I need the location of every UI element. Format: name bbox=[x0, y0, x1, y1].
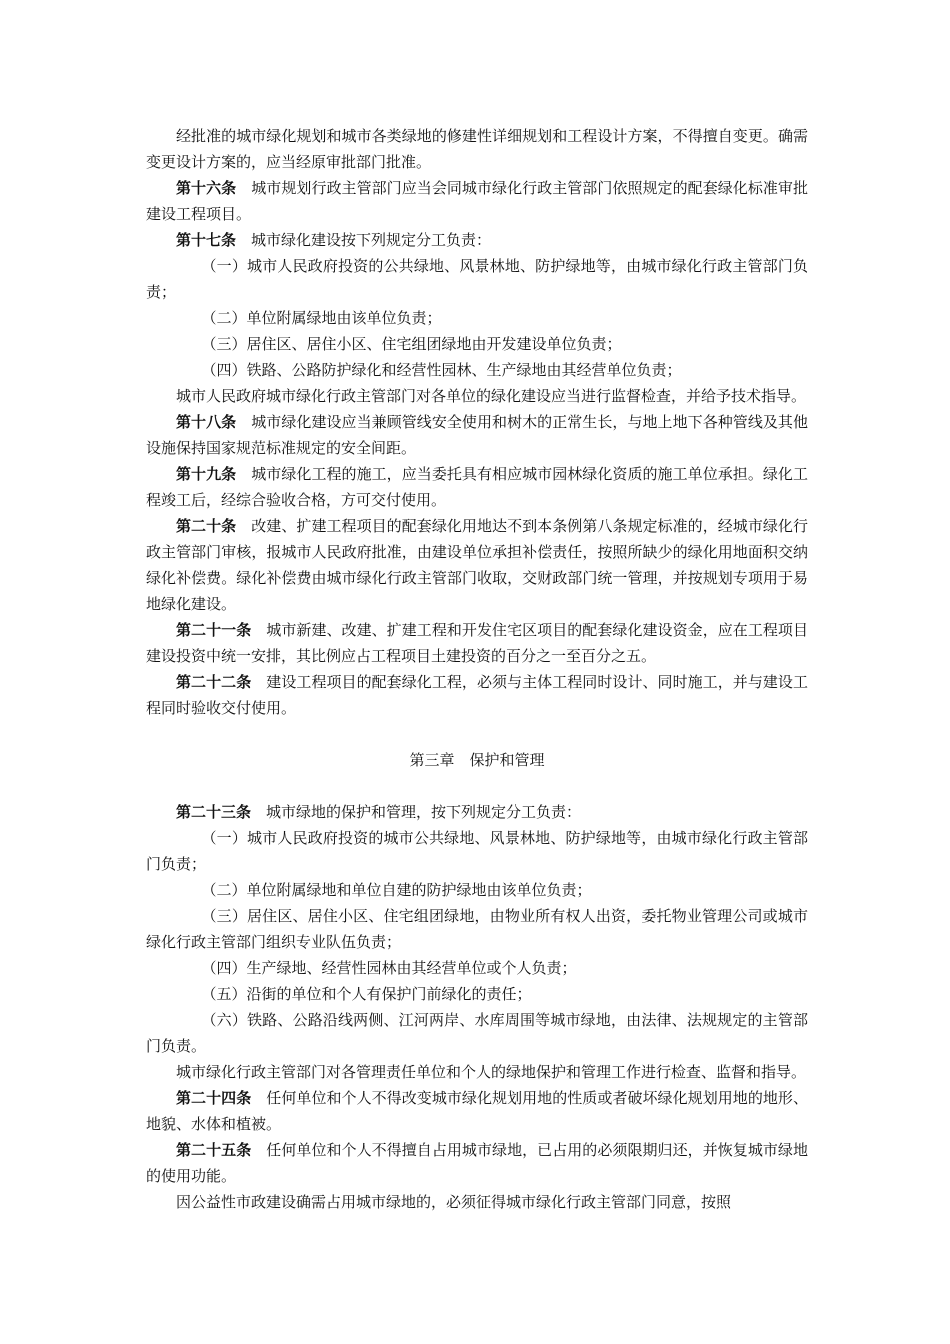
article-text: 任何单位和个人不得改变城市绿化规划用地的性质或者破坏绿化规划用地的地形、地貌、水体和植被。 bbox=[146, 1089, 808, 1133]
article-number: 第二十二条 bbox=[176, 673, 252, 691]
article-number: 第十六条 bbox=[176, 179, 237, 197]
article-text: 城市规划行政主管部门应当会同城市绿化行政主管部门依照规定的配套绿化标准审批建设工程项目。 bbox=[146, 179, 808, 223]
list-item: （一）城市人民政府投资的公共绿地、风景林地、防护绿地等，由城市绿化行政主管部门负责； bbox=[146, 257, 808, 301]
article-text: 城市新建、改建、扩建工程和开发住宅区项目的配套绿化建设资金，应在工程项目建设投资中统一安排，其比例应占工程项目土建投资的百分之一至百分之五。 bbox=[146, 621, 808, 665]
article-number: 第二十四条 bbox=[176, 1089, 252, 1107]
document-page bbox=[146, 123, 808, 1215]
section-spacer bbox=[146, 721, 808, 747]
article-number: 第十八条 bbox=[176, 413, 237, 431]
article-paragraph bbox=[146, 513, 808, 617]
article-text: 城市绿化工程的施工，应当委托具有相应城市园林绿化资质的施工单位承担。绿化工程竣工后，经综合验收合格，方可交付使用。 bbox=[146, 465, 808, 509]
article-paragraph bbox=[146, 617, 808, 669]
article-paragraph bbox=[146, 409, 808, 461]
article-number: 第十七条 bbox=[176, 231, 237, 249]
list-item: （三）居住区、居住小区、住宅组团绿地由开发建设单位负责； bbox=[201, 335, 622, 353]
article-text: 改建、扩建工程项目的配套绿化用地达不到本条例第八条规定标准的，经城市绿化行政主管部门审核，报城市人民政府批准，由建设单位承担补偿责任，按照所缺少的绿化用地面积交纳绿化补偿费。绿化补偿费由城市绿化行政主管部门收取，交财政部门统一管理，并按规划专项用于易地绿化建设。 bbox=[146, 517, 808, 613]
article-paragraph bbox=[146, 799, 808, 825]
article-paragraph bbox=[146, 1137, 808, 1189]
body-paragraph: 城市绿化行政主管部门对各管理责任单位和个人的绿地保护和管理工作进行检查、监督和指导。 bbox=[176, 1063, 807, 1081]
article-number: 第二十一条 bbox=[176, 621, 252, 639]
article-paragraph bbox=[146, 1085, 808, 1137]
section-spacer bbox=[146, 773, 808, 799]
article-number: 第二十条 bbox=[176, 517, 237, 535]
body-paragraph: 城市人民政府城市绿化行政主管部门对各单位的绿化建设应当进行监督检查，并给予技术指导。 bbox=[176, 387, 807, 405]
article-number: 第二十三条 bbox=[176, 803, 252, 821]
article-text: 城市绿地的保护和管理，按下列规定分工负责： bbox=[266, 803, 582, 821]
list-item: （四）生产绿地、经营性园林由其经营单位或个人负责； bbox=[201, 959, 577, 977]
list-item: （二）单位附属绿地和单位自建的防护绿地由该单位负责； bbox=[201, 881, 592, 899]
list-item: （四）铁路、公路防护绿化和经营性园林、生产绿地由其经营单位负责； bbox=[201, 361, 682, 379]
chapter-heading: 第三章 保护和管理 bbox=[409, 751, 545, 769]
list-item: （三）居住区、居住小区、住宅组团绿地，由物业所有权人出资，委托物业管理公司或城市绿化行政主管部门组织专业队伍负责； bbox=[146, 907, 808, 951]
article-paragraph bbox=[146, 669, 808, 721]
article-number: 第十九条 bbox=[176, 465, 237, 483]
list-item: （六）铁路、公路沿线两侧、江河两岸、水库周围等城市绿地，由法律、法规规定的主管部门负责。 bbox=[146, 1011, 808, 1055]
article-text: 建设工程项目的配套绿化工程，必须与主体工程同时设计、同时施工，并与建设工程同时验收交付使用。 bbox=[146, 673, 808, 717]
article-paragraph bbox=[146, 461, 808, 513]
list-item: （五）沿街的单位和个人有保护门前绿化的责任； bbox=[201, 985, 532, 1003]
article-text: 城市绿化建设应当兼顾管线安全使用和树木的正常生长，与地上地下各种管线及其他设施保持国家规范标准规定的安全间距。 bbox=[146, 413, 808, 457]
article-number: 第二十五条 bbox=[176, 1141, 252, 1159]
article-paragraph bbox=[146, 175, 808, 227]
article-text: 城市绿化建设按下列规定分工负责： bbox=[251, 231, 492, 249]
list-item: （二）单位附属绿地由该单位负责； bbox=[201, 309, 442, 327]
article-text: 任何单位和个人不得擅自占用城市绿地，已占用的必须限期归还，并恢复城市绿地的使用功能。 bbox=[146, 1141, 808, 1185]
body-paragraph: 因公益性市政建设确需占用城市绿地的，必须征得城市绿化行政主管部门同意，按照 bbox=[176, 1193, 732, 1211]
article-paragraph bbox=[146, 227, 808, 253]
list-item: （一）城市人民政府投资的城市公共绿地、风景林地、防护绿地等，由城市绿化行政主管部门负责； bbox=[146, 829, 808, 873]
body-paragraph: 经批准的城市绿化规划和城市各类绿地的修建性详细规划和工程设计方案，不得擅自变更。确需变更设计方案的，应当经原审批部门批准。 bbox=[146, 127, 808, 171]
